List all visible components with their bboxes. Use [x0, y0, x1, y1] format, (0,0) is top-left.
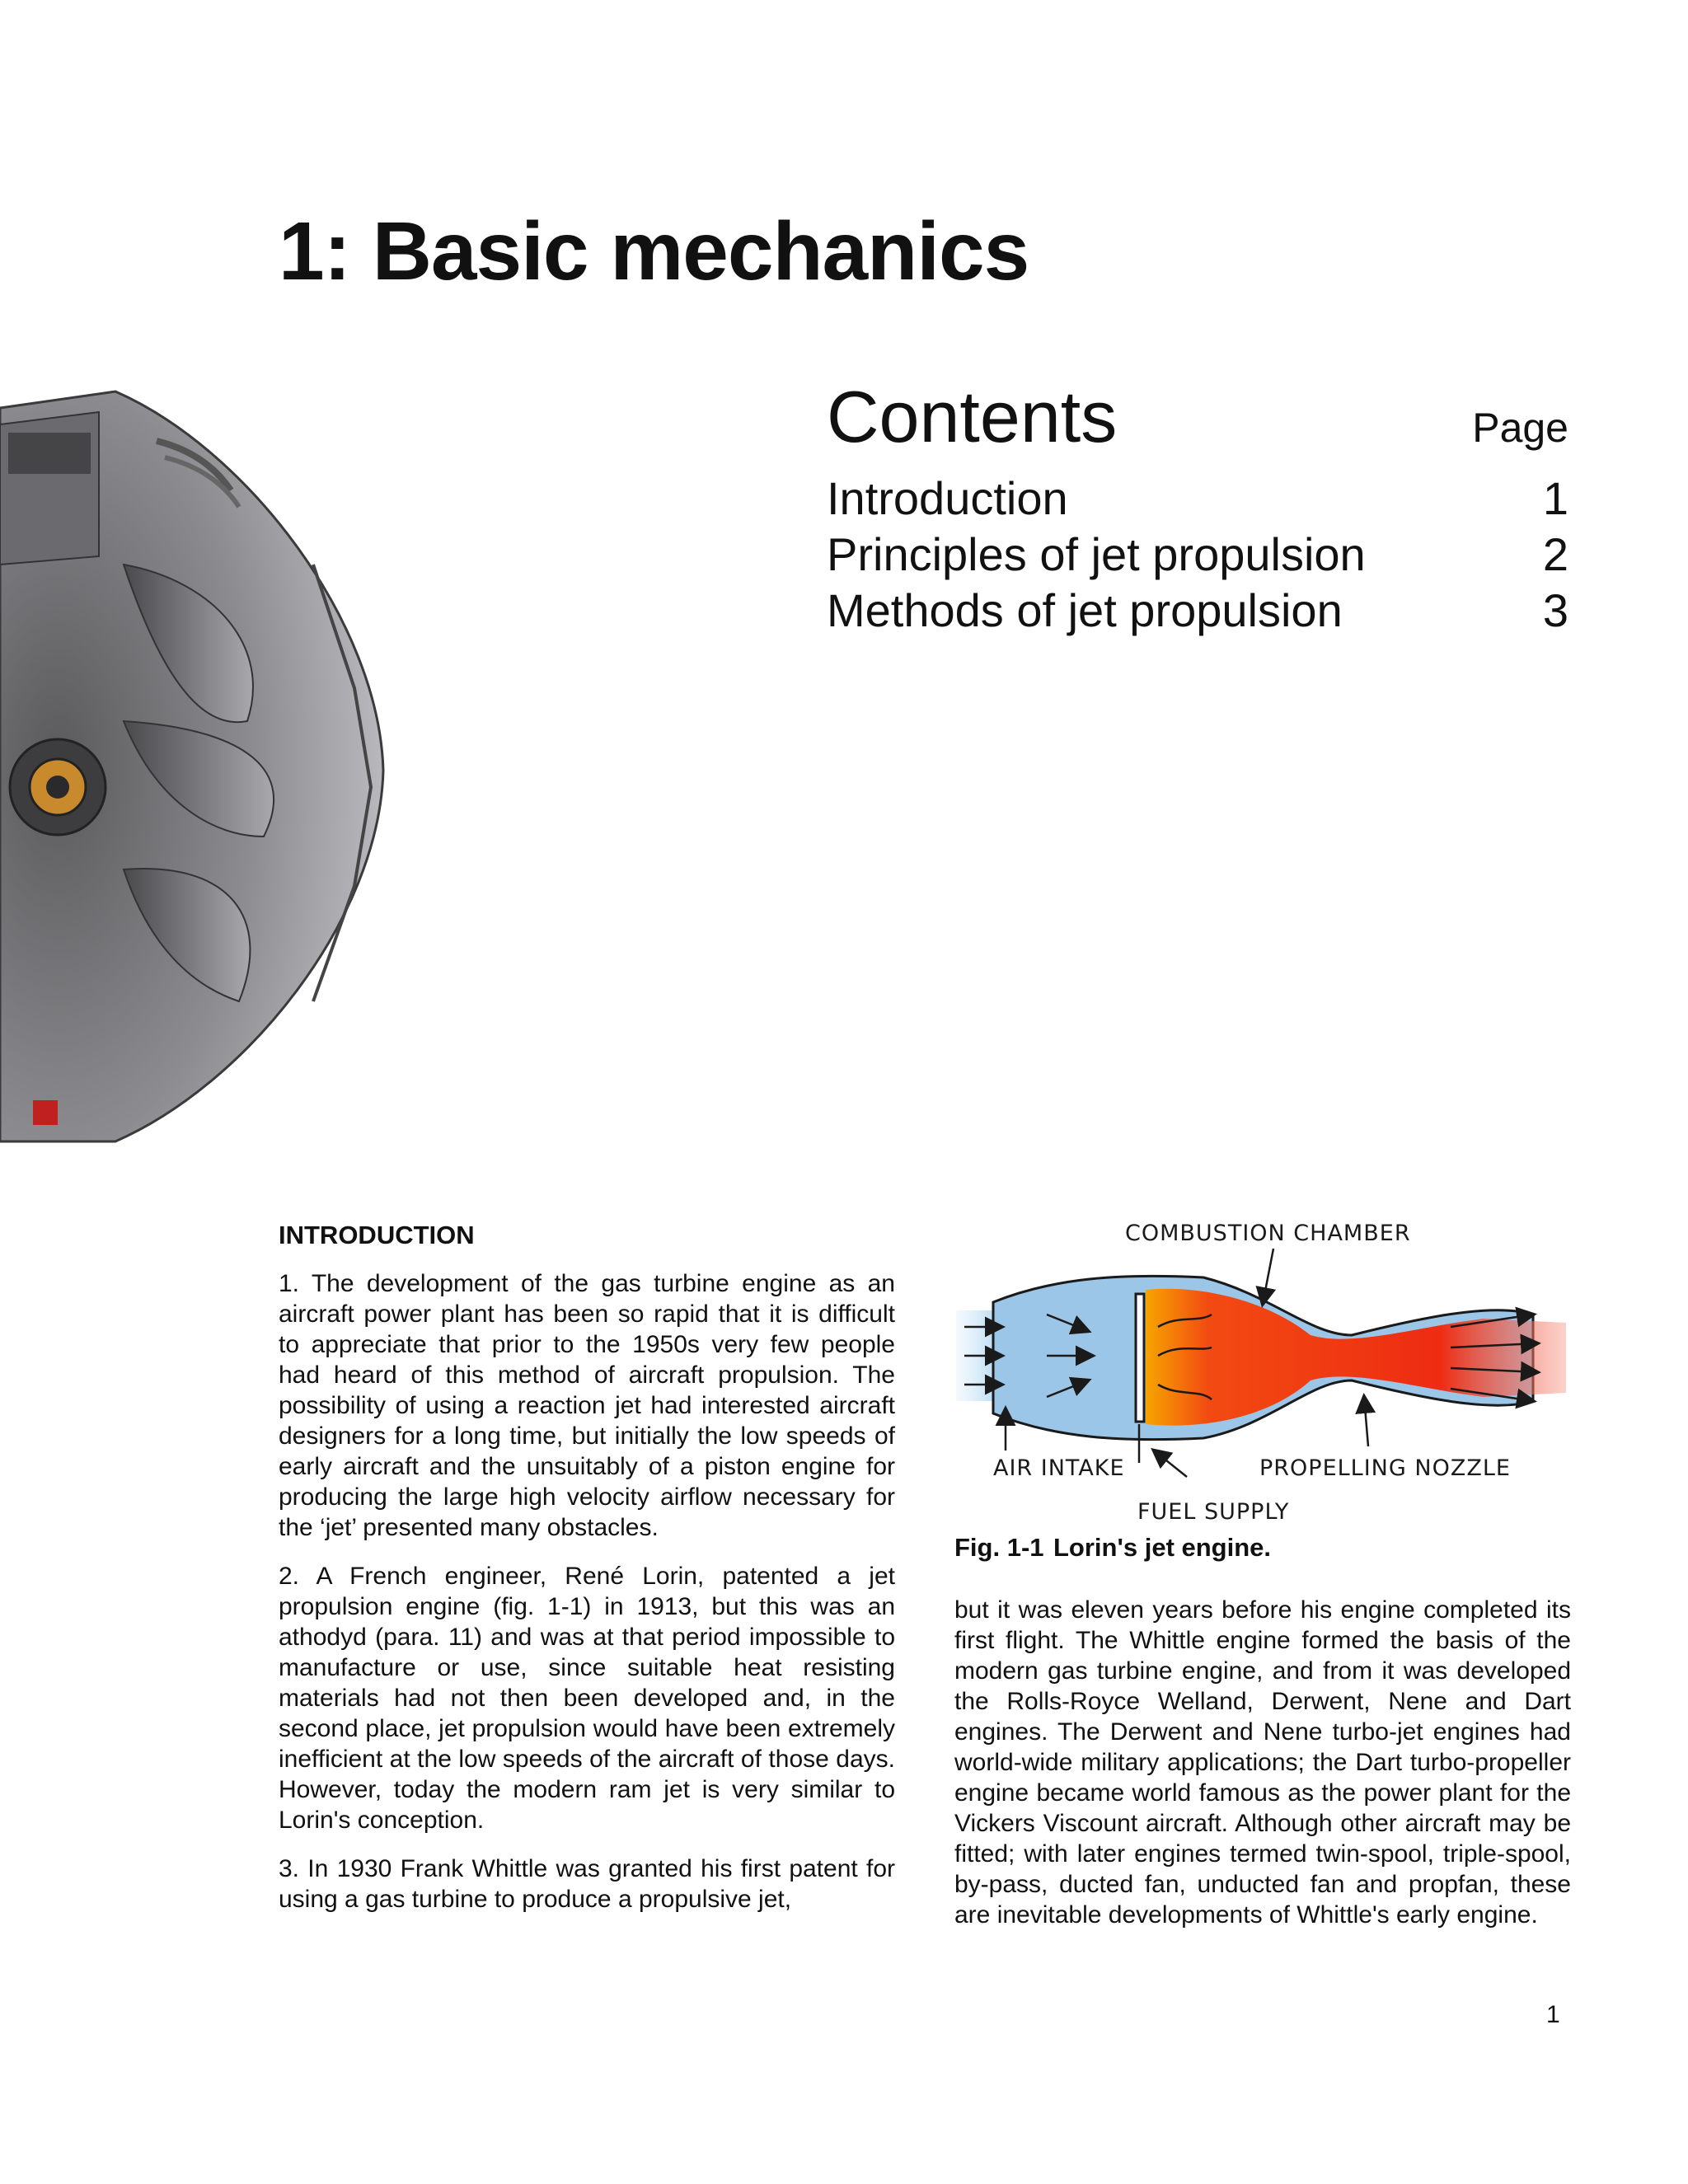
contents-page-label: Page — [1472, 405, 1568, 451]
figure-caption — [954, 1533, 1271, 1563]
figure-caption-text: Lorin's jet engine. — [1053, 1533, 1272, 1562]
fuel-injector-ring — [1136, 1294, 1144, 1422]
toc-entry-page: 2 — [1542, 528, 1568, 580]
toc-entry[interactable] — [827, 527, 1568, 583]
paragraph-continuation: but it was eleven years before his engine completed its first flight. The Whittle engine formed the basis of the modern gas turbine engine, and from it was developed the Rolls-Royce Welland, Derwent, Nene and Dart engines. The Derwent and Nene turbo-jet engines had world-wide military applications; the Dart turbo-propeller engine became world famous as the power plant for the Vickers Viscount aircraft. Although other aircraft may be fitted; with later engines termed twin-spool, triple-spool, by-pass, ducted fan, unducted fan and propfan, these are inevitable developments of Whittle's early engine. — [954, 1596, 1571, 1929]
section-heading: INTRODUCTION — [279, 1221, 475, 1249]
label-air-intake: AIR INTAKE — [993, 1455, 1125, 1481]
toc-entry-page: 3 — [1542, 584, 1568, 636]
right-text-column — [954, 1595, 1571, 1948]
label-fuel-supply: FUEL SUPPLY — [1137, 1499, 1290, 1525]
paragraph: 2. A French engineer, René Lorin, patented a jet propulsion engine (fig. 1-1) in 1913, but this was an athodyd (para. 11) and was at that period impossible to manufacture or use, since suitable heat resisting materials had not then been developed and, in the second place, jet propulsion would have been extremely inefficient at the low speeds of the aircraft of those days. However, today the modern ram jet is very similar to Lorin's conception. — [279, 1563, 895, 1834]
paragraph: 1. The development of the gas turbine engine as an aircraft power plant has been so rapid that it is difficult to appreciate that prior to the 1950s very few people had heard of this method of aircraft propulsion. The possibility of using a reaction jet had interested aircraft designers for a long time, but initially the low speeds of early aircraft and the unsuitably of a piston engine for producing the large high velocity airflow necessary for the ‘jet’ presented many obstacles. — [279, 1270, 895, 1541]
toc-entry-label: Methods of jet propulsion — [827, 584, 1343, 636]
page-number: 1 — [1546, 2001, 1560, 2028]
chapter-title: 1: Basic mechanics — [279, 205, 1029, 298]
left-text-column — [279, 1220, 895, 1933]
lorin-jet-engine-diagram — [956, 1212, 1573, 1541]
toc-entry-label: Introduction — [827, 472, 1068, 524]
figure-number: Fig. 1-1 — [954, 1533, 1044, 1562]
label-propelling-nozzle: PROPELLING NOZZLE — [1259, 1455, 1511, 1481]
contents-table — [827, 375, 1568, 639]
label-combustion-chamber: COMBUSTION CHAMBER — [1125, 1221, 1411, 1246]
toc-entry[interactable] — [827, 583, 1568, 639]
contents-title: Contents — [827, 376, 1118, 457]
paragraph: 3. In 1930 Frank Whittle was granted his first patent for using a gas turbine to produce a propulsive jet, — [279, 1855, 895, 1913]
toc-entry-label: Principles of jet propulsion — [827, 528, 1366, 580]
toc-entry-page: 1 — [1542, 472, 1568, 524]
toc-entry[interactable] — [827, 471, 1568, 527]
engine-cutaway-illustration — [0, 375, 387, 1150]
